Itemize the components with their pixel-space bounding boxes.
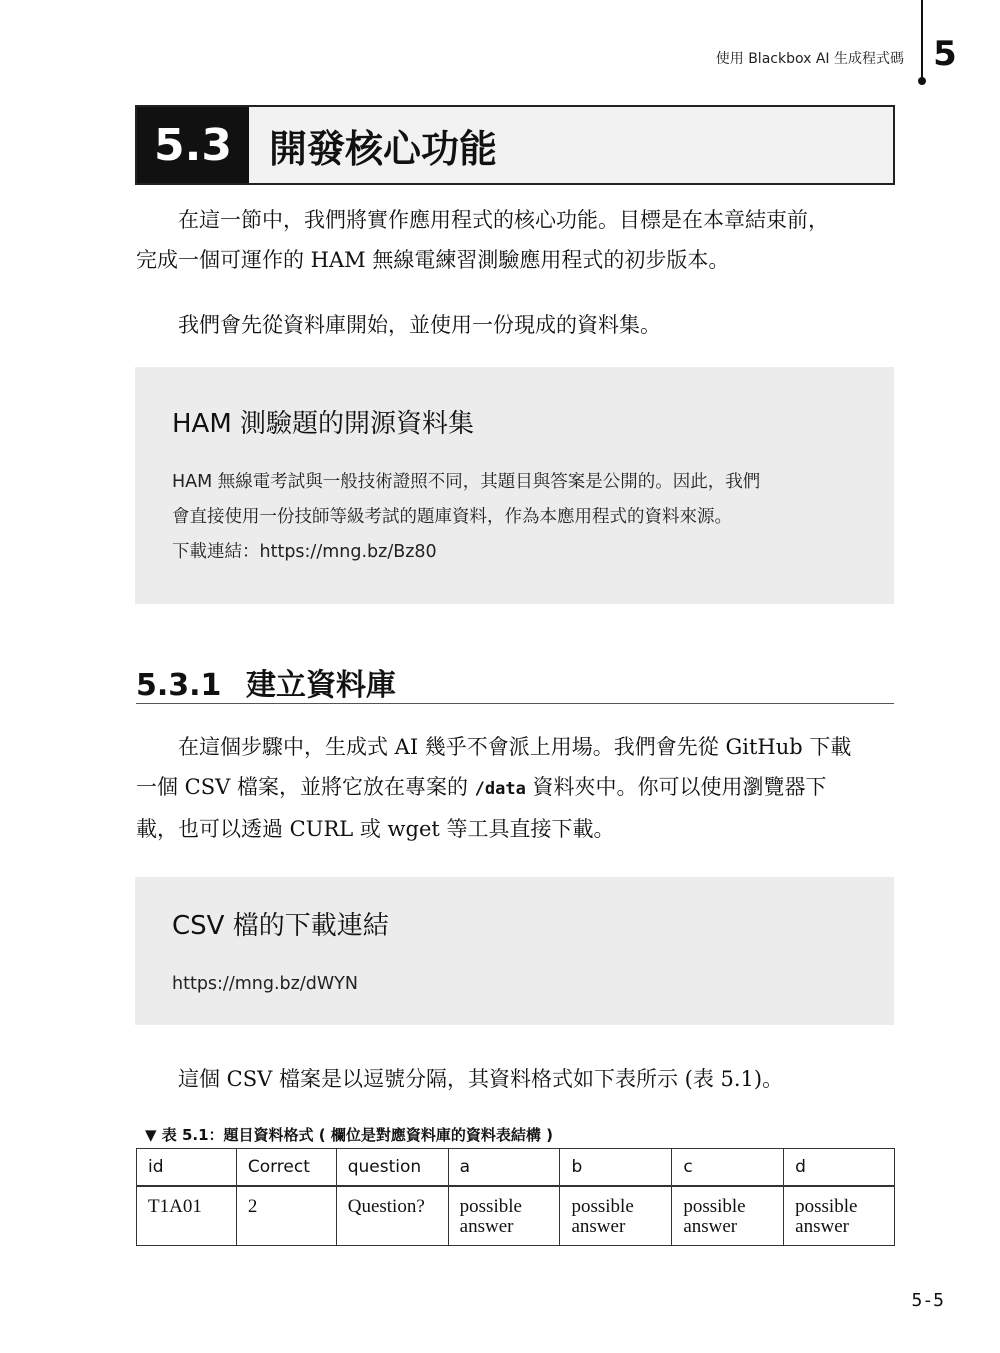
header-rule <box>921 0 923 80</box>
body-line-2-before: 一個 CSV 檔案，並將它放在專案的 <box>136 775 475 799</box>
header-cell-d: d <box>784 1149 895 1187</box>
header-cell-id: id <box>137 1149 237 1187</box>
header-cell-correct: Correct <box>236 1149 336 1187</box>
cell-question: Question? <box>336 1186 448 1246</box>
intro-line-2: 完成一個可運作的 HAM 無線電練習測驗應用程式的初步版本。 <box>136 248 730 272</box>
cell-a: possible answer <box>448 1186 560 1246</box>
subsection-heading <box>136 660 894 704</box>
body-line-3: 載，也可以透過 CURL 或 wget 等工具直接下載。 <box>136 817 615 841</box>
subsection-number: 5.3.1 <box>136 668 222 703</box>
body-line-2-after: 資料夾中。你可以使用瀏覽器下 <box>525 775 827 799</box>
note-box-dataset <box>135 367 894 604</box>
subsection-rule <box>136 703 894 704</box>
intro-paragraph-2 <box>136 305 894 345</box>
table-row <box>137 1186 895 1246</box>
data-folder-code: /data <box>474 779 526 799</box>
intro-p2-text: 我們會先從資料庫開始，並使用一份現成的資料集。 <box>178 313 661 337</box>
header-dot <box>918 77 926 85</box>
header-cell-c: c <box>672 1149 784 1187</box>
cell-b: possible answer <box>560 1186 672 1246</box>
body-paragraph <box>136 727 894 849</box>
note-download-link[interactable]: 下載連結：https://mng.bz/Bz80 <box>172 542 437 562</box>
header-cell-question: question <box>336 1149 448 1187</box>
note-title-dataset: HAM 測驗題的開源資料集 <box>172 409 475 439</box>
intro-line-1: 在這一節中，我們將實作應用程式的核心功能。目標是在本章結束前， <box>178 208 829 232</box>
body-line-1: 在這個步驟中，生成式 AI 幾乎不會派上用場。我們會先從 GitHub 下載 <box>178 735 852 759</box>
table-header-row <box>137 1149 895 1187</box>
table-intro-paragraph <box>136 1059 894 1099</box>
running-header: 使用 Blackbox AI 生成程式碼 <box>715 51 904 67</box>
header-cell-a: a <box>448 1149 560 1187</box>
subsection-title: 建立資料庫 <box>246 668 396 703</box>
section-heading <box>135 105 895 185</box>
cell-d: possible answer <box>784 1186 895 1246</box>
data-format-table <box>136 1148 895 1246</box>
cell-id: T1A01 <box>137 1186 237 1246</box>
cell-correct: 2 <box>236 1186 336 1246</box>
section-number: 5.3 <box>137 107 249 183</box>
header-cell-b: b <box>560 1149 672 1187</box>
note-body-csv <box>172 967 358 1002</box>
note-line-2: 會直接使用一份技師等級考試的題庫資料，作為本應用程式的資料來源。 <box>172 507 732 527</box>
chapter-number: 5 <box>933 34 957 74</box>
note-line-1: HAM 無線電考試與一般技術證照不同，其題目與答案是公開的。因此，我們 <box>172 472 761 492</box>
table-intro-text: 這個 CSV 檔案是以逗號分隔，其資料格式如下表所示 (表 5.1)。 <box>178 1067 784 1091</box>
section-title: 開發核心功能 <box>269 126 498 171</box>
page-number: 5-5 <box>911 1290 944 1311</box>
body-line-2 <box>136 767 894 809</box>
intro-paragraph-1 <box>136 200 894 280</box>
table-caption: ▼ 表 5.1：題目資料格式 ( 欄位是對應資料庫的資料表結構 ) <box>145 1126 553 1144</box>
cell-c: possible answer <box>672 1186 784 1246</box>
note-box-csv <box>135 877 894 1025</box>
csv-download-link[interactable]: https://mng.bz/dWYN <box>172 974 358 994</box>
note-title-csv: CSV 檔的下載連結 <box>172 911 389 941</box>
note-body-dataset <box>172 465 760 570</box>
